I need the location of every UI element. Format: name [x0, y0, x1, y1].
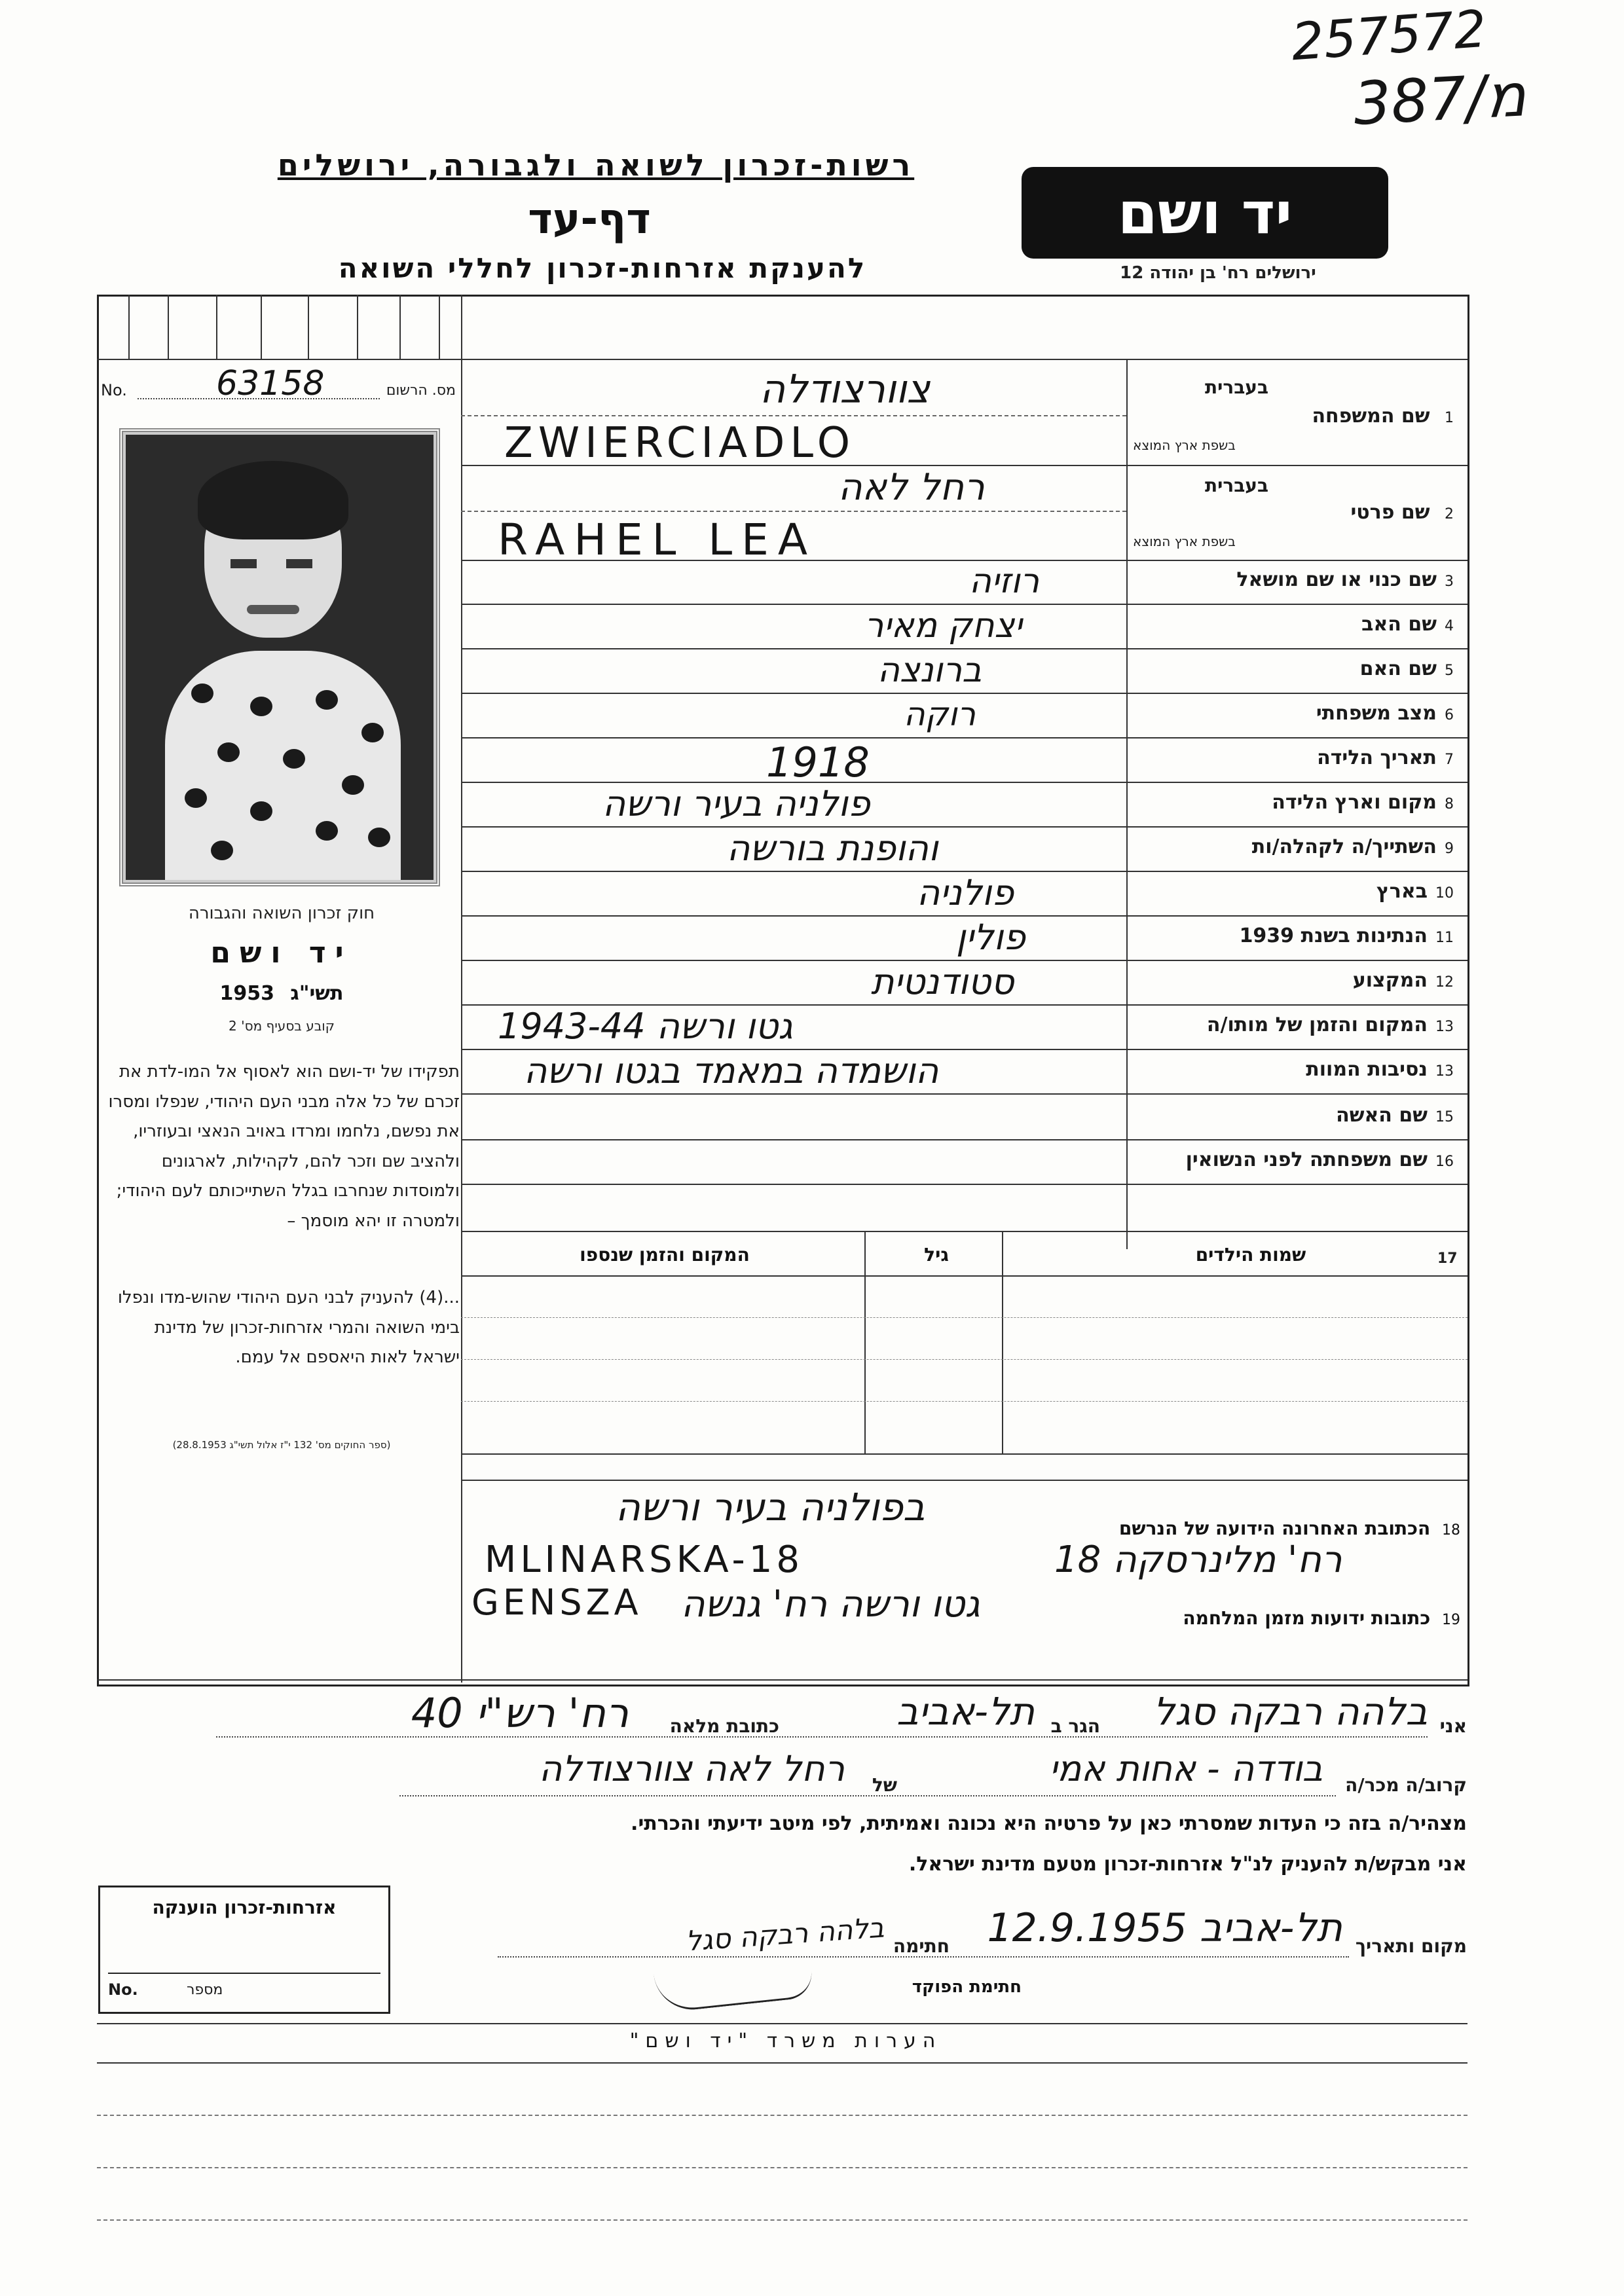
form-title: דף-עד	[528, 195, 651, 244]
signature-label: חתימה	[893, 1935, 950, 1957]
field-7-value: 1918	[766, 738, 870, 786]
field-2-text: שם פרטי	[1350, 501, 1430, 524]
caption-year-number: 1953	[219, 982, 274, 1005]
field-12-text: המקצוע	[1352, 969, 1428, 992]
field-10-num: 10	[1435, 885, 1454, 902]
last-address-latin: MLINARSKA-18	[485, 1539, 803, 1581]
war-address-latin: GENSZA	[471, 1582, 642, 1623]
field-3-num: 3	[1445, 574, 1454, 590]
declarant-resides-label: הגר ב	[1050, 1715, 1100, 1737]
victim-photo	[123, 432, 436, 883]
field-3-label	[1133, 568, 1454, 591]
caption-name: יד ושם	[210, 936, 353, 970]
field-10-text: בארץ	[1376, 880, 1428, 903]
last-address-label	[1087, 1518, 1460, 1539]
declaration-1: מצהיר/ה בזה כי העדות שמסרתי כאן על פרטיה היא נכונה ואמיתית, לפי מיטב ידיעתי והכרתי.	[631, 1812, 1467, 1835]
field-13-value: 1943-44 גטו ורשה	[498, 1006, 793, 1047]
field-6-num: 6	[1445, 707, 1454, 723]
field-13-num: 13	[1435, 1019, 1454, 1035]
form-subtitle: להענקת אזרחות-זכרון לחללי השואה	[338, 252, 867, 284]
field-10-value: פולניה	[917, 872, 1014, 913]
field-16-text: שם משפחתה לפני הנשואין	[1185, 1148, 1428, 1171]
field-13b-text: נסיבות המוות	[1306, 1058, 1428, 1081]
logo-text: יד ושם	[1117, 179, 1293, 247]
field-15-text: שם האשה	[1336, 1104, 1428, 1127]
field-8-label	[1133, 791, 1454, 814]
field-4-num: 4	[1445, 618, 1454, 634]
field-5-label	[1133, 657, 1454, 680]
field-2-value-latin: RAHEL LEA	[498, 515, 817, 565]
field-1-sub-origin: בשפת ארץ המוצא	[1133, 437, 1236, 453]
war-address-text: כתובות ידועות מזמן המלחמה	[1183, 1607, 1431, 1629]
field-12-label	[1133, 969, 1454, 992]
field-5-value: ברונצה	[877, 651, 982, 690]
field-4-label	[1133, 613, 1454, 636]
caption-year	[105, 982, 458, 1005]
field-12-value: סטודנטית	[871, 961, 1014, 1002]
field-16-label	[1133, 1148, 1454, 1171]
field-7-text: תאריך הלידה	[1317, 746, 1437, 769]
field-4-value: יצחק מאיר	[864, 606, 1022, 646]
war-address-label	[1100, 1607, 1460, 1629]
certificate-box	[98, 1886, 390, 2014]
declarant-address-label: כתובת מלאה	[669, 1715, 779, 1737]
field-8-text: מקום וארץ הלידה	[1272, 791, 1437, 814]
certificate-number-row	[108, 1977, 380, 2003]
field-15-label	[1133, 1104, 1454, 1127]
field-4-text: שם האב	[1361, 613, 1437, 636]
declarant-line-2	[98, 1748, 1467, 1800]
field-3-value: רוזיה	[969, 562, 1040, 601]
children-section-num: 17	[1437, 1250, 1458, 1267]
archive-number-second: 387/מ	[1352, 61, 1528, 139]
certificate-title: אזרחות-זכרון הוענקה	[152, 1897, 337, 1918]
war-address-num: 19	[1442, 1612, 1460, 1628]
field-2-num: 2	[1445, 506, 1454, 522]
registration-number	[98, 364, 458, 403]
field-2-sub-hebrew: בעברית	[1205, 475, 1269, 496]
archive-number-top: 257572	[1289, 0, 1488, 73]
last-address-text: הכתובת האחרונה הידועה של הנרשם	[1118, 1518, 1431, 1539]
caption-clause: קובע בסעיף מס' 2	[229, 1018, 335, 1034]
authority-title: רשות-זכרון לשואה ולגבורה, ירושלים	[277, 147, 915, 183]
official-signature-label: חתימת הפוקד	[912, 1977, 1022, 1997]
field-13-label	[1133, 1013, 1454, 1036]
law-line: חוק זכרון השואה והגבורה	[188, 903, 375, 923]
field-1-sub-hebrew: בעברית	[1205, 376, 1269, 398]
field-1-label	[1133, 405, 1454, 428]
declarant-relation: בודדה - אחות אמי	[1049, 1748, 1323, 1789]
last-address-num: 18	[1442, 1522, 1460, 1539]
field-2-sub-origin: בשפת ארץ המוצא	[1133, 534, 1236, 549]
field-2-value-hebrew: רחל לאה	[838, 466, 985, 509]
caption-paragraph-2: ...(4) להעניק לבני העם היהודי שהוש-מדו ונפלו בימי השואה והמרי אזרחות-זכרון של מדינת ישראל לאות היאספם אל עמם.	[117, 1288, 460, 1367]
field-1-text: שם המשפחה	[1312, 405, 1430, 428]
declarant-of-label: של	[872, 1774, 897, 1796]
field-8-value: פולניה בעיר ורשה	[602, 783, 870, 824]
registration-prefix: No.	[101, 381, 127, 399]
field-10-label	[1133, 880, 1454, 903]
children-header-place-time: המקום והזמן שנספו	[580, 1244, 750, 1266]
field-9-text: השתייך/ה לקהלה/ות	[1251, 835, 1437, 858]
declaration-2: אני מבקש/ת להעניק לנ"ל אזרחות-זכרון מטעם מדינת ישראל.	[908, 1853, 1467, 1876]
place-date-value: תל-אביב 12.9.1955	[987, 1905, 1342, 1951]
field-5-num: 5	[1445, 663, 1454, 679]
field-12-num: 12	[1435, 974, 1454, 991]
field-11-text: הנתינות בשנת 1939	[1239, 924, 1428, 947]
field-5-text: שם האם	[1359, 657, 1437, 680]
caption-citation: (ספר החוקים מס' 132 י"ז אלול תשי"ג 28.8.1953)	[172, 1439, 391, 1451]
field-2-label	[1133, 501, 1454, 524]
field-15-num: 15	[1435, 1109, 1454, 1125]
field-11-num: 11	[1435, 930, 1454, 946]
field-9-value: והופנת בורשה	[727, 828, 938, 869]
war-address-hebrew: גטו ורשה רח' גנשה	[681, 1583, 980, 1626]
last-address-line1: בפולניה בעיר ורשה	[616, 1485, 925, 1529]
declarant-ani-label: אני	[1439, 1715, 1467, 1737]
caption-paragraph-1: תפקידו של יד-ושם הוא לאסוף אל המו-לדת את זכרם של כל אלה מבני העם היהודי, שנפלו ומסרו את נפשם, נלחמו ומרדו באויב הנאצי ובעוזריו, ולהציב שם וזכר להם, לקהילות, לארגונים ולמוסדות שנחרבו בגלל השתייכותם לעם היהודי; ולמטרה זו יהא מוסמך –	[108, 1062, 460, 1231]
field-13b-label	[1133, 1058, 1454, 1081]
field-3-text: שם כנוי או שם מושאל	[1236, 568, 1437, 591]
declarant-signature: בלהה רבקה סגל	[684, 1911, 885, 1958]
field-13b-value: הושמדה במאמד בגטו ורשה	[524, 1050, 939, 1091]
field-9-num: 9	[1445, 841, 1454, 857]
place-date-label: מקום ותאריך	[1355, 1935, 1467, 1957]
field-7-label	[1133, 746, 1454, 769]
field-1-value-hebrew: צוורצודלה	[760, 367, 931, 412]
field-8-num: 8	[1445, 796, 1454, 812]
field-6-value: רוקה	[904, 695, 976, 733]
field-11-label	[1133, 924, 1454, 947]
remarks-title: הערות משרד "יד ושם"	[629, 2030, 942, 2052]
declarant-city: תל-אביב	[896, 1689, 1035, 1734]
children-header-age: גיל	[924, 1244, 949, 1266]
declarant-line-1	[98, 1689, 1467, 1741]
declarant-address: רח' רש"י 40	[411, 1689, 629, 1737]
field-1-num: 1	[1445, 410, 1454, 426]
children-header-names: שמות הילדים	[1195, 1244, 1306, 1266]
field-13-text: המקום והזמן של מותו/ה	[1206, 1013, 1428, 1036]
declarant-relation-label: קרוב/ה מכר/ה	[1345, 1774, 1467, 1796]
registration-value: 63158	[216, 364, 325, 403]
field-9-label	[1133, 835, 1454, 858]
field-11-value: פולין	[956, 917, 1025, 958]
field-16-num: 16	[1435, 1154, 1454, 1170]
field-1-value-latin: ZWIERCIADLO	[504, 419, 856, 467]
field-6-label	[1133, 702, 1454, 725]
certificate-number-label: מספר	[187, 1982, 223, 1998]
declarant-name: בלהה רבקה סגל	[1153, 1689, 1428, 1734]
declarant-of-name: רחל לאה צוורצודלה	[539, 1748, 845, 1789]
header-address: ירושלים רח' בן יהודה 12	[1120, 263, 1316, 283]
yad-vashem-logo	[1022, 167, 1388, 259]
last-address-hebrew: רח' מלינרסקה 18	[1054, 1539, 1342, 1581]
registration-label: מס. הרשום	[386, 382, 456, 399]
field-7-num: 7	[1445, 752, 1454, 768]
caption-year-hebrew: תשי"ג	[290, 982, 344, 1005]
field-6-text: מצב משפחתי	[1316, 702, 1437, 725]
field-13b-num: 13	[1435, 1063, 1454, 1080]
certificate-prefix: No.	[108, 1980, 138, 1999]
declarant-place-date-row	[471, 1899, 1467, 1964]
